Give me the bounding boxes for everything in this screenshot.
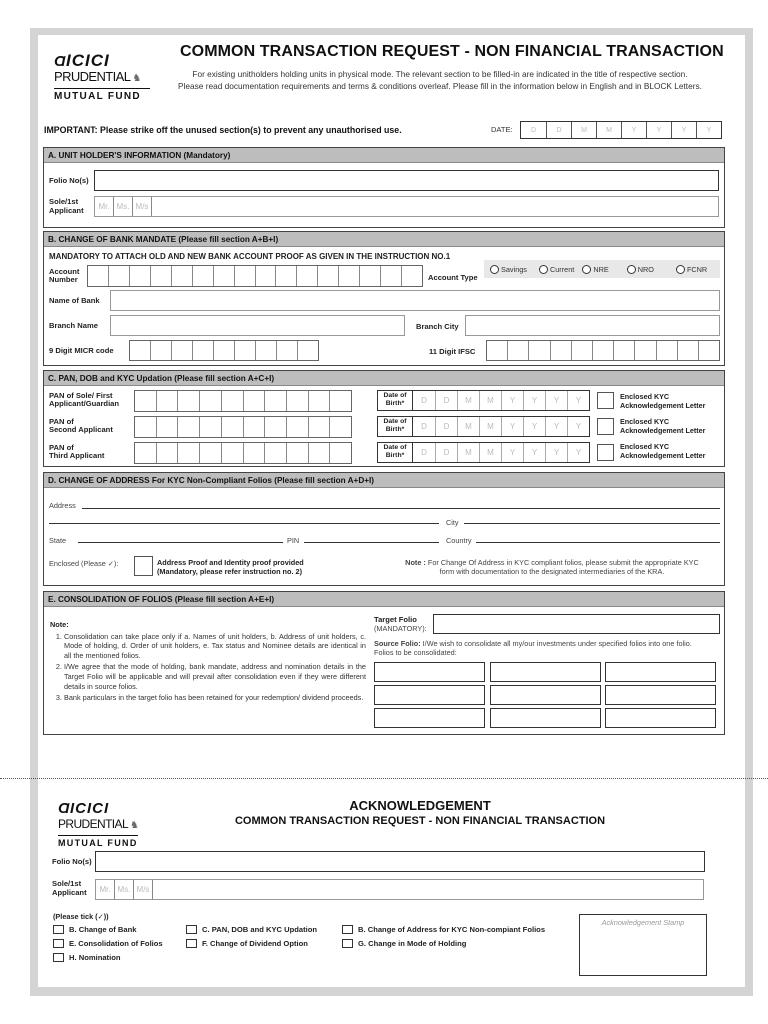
dob-cell[interactable]: M xyxy=(479,443,501,462)
address-proof-label xyxy=(157,558,304,576)
pan-cell[interactable] xyxy=(286,391,308,411)
radio-circle-icon[interactable] xyxy=(627,265,636,274)
salutation-ms[interactable]: Ms. xyxy=(114,880,133,899)
lion-icon: ♞ xyxy=(130,820,139,831)
ack-option-mode-of-holding[interactable] xyxy=(342,939,466,948)
account-number-cell[interactable] xyxy=(150,266,171,286)
acknowledgement-stamp-box xyxy=(579,914,707,976)
ack-option-dividend[interactable] xyxy=(186,939,308,948)
dob-cell[interactable]: M xyxy=(457,443,479,462)
salutation-ms[interactable]: Ms. xyxy=(113,197,132,216)
ifsc-cell[interactable] xyxy=(677,341,698,360)
dob-cell[interactable]: M xyxy=(479,417,501,436)
stamp-label: Acknowledgement Stamp xyxy=(601,918,685,927)
date-cell[interactable]: D xyxy=(530,126,537,134)
form-subtitle-line1: For existing unitholders holding units in physical mode. The relevant section to be filled-in are indicated in the title of respective section. xyxy=(192,69,688,79)
dob-cell[interactable]: M xyxy=(457,417,479,436)
ifsc-cell[interactable] xyxy=(507,341,528,360)
applicant-name-field[interactable] xyxy=(152,880,703,899)
account-number-input[interactable] xyxy=(87,265,423,287)
pan-label-1b: Applicant/Guardian xyxy=(49,399,120,408)
pan-cell[interactable] xyxy=(264,443,286,463)
ifsc-cell[interactable] xyxy=(528,341,549,360)
pan-cell[interactable] xyxy=(156,391,178,411)
pan-cell[interactable] xyxy=(221,417,243,437)
pan-cell[interactable] xyxy=(329,391,351,411)
ack-subtitle: COMMON TRANSACTION REQUEST - NON FINANCIAL TRANSACTION xyxy=(234,815,606,827)
radio-nro[interactable] xyxy=(627,265,654,274)
dob-label-line1: Date of xyxy=(383,418,407,425)
kyc-label-line2: Acknowledgement Letter xyxy=(620,450,706,460)
micr-cell[interactable] xyxy=(297,341,318,360)
radio-savings[interactable] xyxy=(490,265,527,274)
option-label: F. Change of Dividend Option xyxy=(202,939,308,948)
icici-prudential-logo xyxy=(54,52,150,102)
tear-off-line xyxy=(0,778,768,779)
applicant-name-input[interactable] xyxy=(94,196,719,217)
date-cell[interactable]: Y xyxy=(621,122,646,138)
pan-cell[interactable] xyxy=(156,417,178,437)
salutation-mr[interactable]: Mr. xyxy=(99,885,111,894)
kyc-letter-label-2 xyxy=(620,418,705,435)
pan-cell[interactable] xyxy=(199,443,221,463)
please-tick-label: (Please tick (✓)) xyxy=(53,912,109,921)
source-folio-input[interactable] xyxy=(605,685,716,705)
pan-cell[interactable] xyxy=(243,417,265,437)
section-c-heading: C. PAN, DOB and KYC Updation (Please fill section A+C+I) xyxy=(44,371,724,386)
ifsc-cell[interactable] xyxy=(550,341,571,360)
dob-cell[interactable]: Y xyxy=(523,417,545,436)
dob-cell[interactable]: Y xyxy=(545,391,567,410)
section-d-heading: D. CHANGE OF ADDRESS For KYC Non-Compliant Folios (Please fill section A+D+I) xyxy=(44,473,724,488)
dob-cell[interactable]: D xyxy=(421,422,427,431)
pan-cell[interactable] xyxy=(329,417,351,437)
pan-cell[interactable] xyxy=(264,391,286,411)
account-number-cell[interactable] xyxy=(108,266,129,286)
option-label: B. Change of Bank xyxy=(69,925,137,934)
ifsc-cell[interactable] xyxy=(634,341,655,360)
account-number-cell[interactable] xyxy=(359,266,380,286)
radio-circle-icon[interactable] xyxy=(539,265,548,274)
section-a-heading: A. UNIT HOLDER'S INFORMATION (Mandatory) xyxy=(44,148,724,163)
note-item: 2. I/We agree that the mode of holding, bank mandate, address and nomination details in the Target Folio will be applicable and will prevail after consolidation even if they were different details in source folios. xyxy=(64,662,366,691)
pan-label-3b: Third Applicant xyxy=(49,451,105,460)
option-label: H. Nomination xyxy=(69,953,121,962)
section-d-change-of-address xyxy=(43,472,725,586)
logo-icici-text: ICICI xyxy=(66,51,110,70)
ack-icici-prudential-logo xyxy=(58,800,138,849)
ack-folio-label: Folio No(s) xyxy=(52,857,92,866)
account-number-cell[interactable] xyxy=(317,266,338,286)
ack-title: ACKNOWLEDGEMENT xyxy=(349,798,491,813)
pan-cell[interactable] xyxy=(156,443,178,463)
micr-cell[interactable] xyxy=(150,341,171,360)
target-folio-label: Target Folio xyxy=(374,615,417,624)
ack-option-change-of-address[interactable] xyxy=(342,925,545,934)
dob-cell[interactable]: M xyxy=(479,391,501,410)
ifsc-label: 11 Digit IFSC xyxy=(429,347,476,356)
ifsc-input[interactable] xyxy=(486,340,720,361)
micr-cell[interactable] xyxy=(192,341,213,360)
pan-cell[interactable] xyxy=(135,443,156,463)
address-proof-checkbox[interactable] xyxy=(134,556,153,576)
logo-prudential-text: PRUDENTIAL xyxy=(54,69,131,84)
account-number-cell[interactable] xyxy=(192,266,213,286)
kyc-letter-label-3 xyxy=(620,443,705,460)
source-folio-input[interactable] xyxy=(490,685,601,705)
checkbox-icon[interactable] xyxy=(186,925,197,934)
icici-swirl-icon: Ɑ xyxy=(58,800,71,817)
date-cell[interactable]: M xyxy=(596,122,621,138)
source-folio-input[interactable] xyxy=(374,662,485,682)
account-number-cell[interactable] xyxy=(275,266,296,286)
dob-label-line2: Birth* xyxy=(385,426,405,433)
note-item: 1. Consolidation can take place only if a. Names of unit holders, b. Address of unit holders, c. Mode of holding, d. Order of unit holders, e. Tax status and Nominee details are identical in all the mentioned folios. xyxy=(64,632,366,661)
ack-applicant-label-1: Sole/1st xyxy=(52,879,82,888)
kyc-letter-checkbox-3[interactable] xyxy=(597,444,614,461)
logo-icici-text: ICICI xyxy=(70,800,110,817)
pan-cell[interactable] xyxy=(308,443,330,463)
pan-cell[interactable] xyxy=(286,417,308,437)
micr-cell[interactable] xyxy=(234,341,255,360)
kyc-letter-label-1 xyxy=(620,393,705,410)
target-folio-input[interactable] xyxy=(433,614,720,634)
radio-label: FCNR xyxy=(686,264,708,274)
pan-cell[interactable] xyxy=(221,443,243,463)
dob-cell[interactable]: D xyxy=(421,396,427,405)
form-title: COMMON TRANSACTION REQUEST - NON FINANCIAL TRANSACTION xyxy=(180,43,724,60)
folio-label: Folio No(s) xyxy=(49,176,89,185)
state-label: State xyxy=(49,536,67,545)
option-label: E. Consolidation of Folios xyxy=(69,939,163,948)
lion-icon: ♞ xyxy=(132,73,141,84)
pan-label-2b: Second Applicant xyxy=(49,425,113,434)
enclosed-label: Enclosed (Please ✓): xyxy=(49,559,119,568)
dob-cell[interactable]: D xyxy=(435,417,457,436)
source-folio-input[interactable] xyxy=(605,708,716,728)
country-input[interactable] xyxy=(476,542,720,543)
checkbox-icon[interactable] xyxy=(53,939,64,948)
ack-option-change-of-bank[interactable] xyxy=(53,925,137,934)
logo-prudential-text: PRUDENTIAL xyxy=(58,817,129,831)
pan-cell[interactable] xyxy=(135,391,156,411)
option-label: C. PAN, DOB and KYC Updation xyxy=(202,925,318,934)
bank-proof-mandatory-note: MANDATORY TO ATTACH OLD AND NEW BANK ACCOUNT PROOF AS GIVEN IN THE INSTRUCTION NO.1 xyxy=(49,252,451,261)
important-notice: IMPORTANT: Please strike off the unused section(s) to prevent any unauthorised use. xyxy=(44,125,402,135)
ifsc-cell[interactable] xyxy=(656,341,677,360)
pin-input[interactable] xyxy=(304,542,439,543)
ack-option-consolidation[interactable] xyxy=(53,939,163,948)
consolidation-notes xyxy=(50,620,366,705)
dob-label xyxy=(378,443,413,462)
ack-option-pan-dob-kyc[interactable] xyxy=(186,925,317,934)
pan-cell[interactable] xyxy=(177,443,199,463)
section-e-consolidation xyxy=(43,591,725,735)
salutation-ms-company[interactable]: M/s xyxy=(133,880,152,899)
account-number-cell[interactable] xyxy=(338,266,359,286)
kyc-letter-checkbox-1[interactable] xyxy=(597,392,614,409)
pan-cell[interactable] xyxy=(135,417,156,437)
date-cell[interactable]: Y xyxy=(671,122,696,138)
ifsc-cell[interactable] xyxy=(592,341,613,360)
radio-label: Savings xyxy=(501,264,527,274)
pin-label: PIN xyxy=(287,536,300,545)
dob-cell[interactable]: Y xyxy=(523,391,545,410)
checkbox-icon[interactable] xyxy=(342,939,353,948)
pan-cell[interactable] xyxy=(243,391,265,411)
logo-mutual-fund-text: MUTUAL FUND xyxy=(58,835,138,849)
date-cell[interactable]: D xyxy=(546,122,571,138)
salutation-ms-company[interactable]: M/s xyxy=(132,197,151,216)
form-subtitle-line2: Please read documentation requirements and terms & conditions overleaf. Please fill in the information below in English and in BLOCK Letters. xyxy=(178,81,702,91)
dob-first-applicant-input[interactable] xyxy=(377,390,590,411)
section-e-heading: E. CONSOLIDATION OF FOLIOS (Please fill section A+E+I) xyxy=(44,592,724,607)
pan-cell[interactable] xyxy=(199,391,221,411)
micr-cell[interactable] xyxy=(213,341,234,360)
branch-city-label: Branch City xyxy=(416,322,459,331)
date-label: DATE: xyxy=(491,125,513,134)
ack-option-nomination[interactable] xyxy=(53,953,120,962)
address-line-1-input[interactable] xyxy=(82,508,720,509)
ifsc-cell[interactable] xyxy=(571,341,592,360)
micr-cell[interactable] xyxy=(276,341,297,360)
dob-cell[interactable]: Y xyxy=(567,443,589,462)
account-number-cell[interactable] xyxy=(213,266,234,286)
dob-label-line1: Date of xyxy=(383,444,407,451)
pan-cell[interactable] xyxy=(308,417,330,437)
micr-label: 9 Digit MICR code xyxy=(49,346,114,355)
radio-circle-icon[interactable] xyxy=(490,265,499,274)
address-note xyxy=(384,558,720,576)
radio-nre[interactable] xyxy=(582,265,608,274)
ack-applicant-name-input[interactable] xyxy=(95,879,704,900)
kyc-label-line2: Acknowledgement Letter xyxy=(620,425,706,435)
pan-first-applicant-input[interactable] xyxy=(134,390,352,412)
address-line-2-input[interactable] xyxy=(49,523,439,524)
radio-label: NRO xyxy=(637,264,654,274)
account-number-cell[interactable] xyxy=(88,266,108,286)
pan-cell[interactable] xyxy=(199,417,221,437)
dob-cell[interactable]: M xyxy=(457,391,479,410)
radio-circle-icon[interactable] xyxy=(582,265,591,274)
dob-cell[interactable]: Y xyxy=(545,417,567,436)
pan-cell[interactable] xyxy=(308,391,330,411)
source-folio-input[interactable] xyxy=(490,662,601,682)
ifsc-cell[interactable] xyxy=(698,341,719,360)
note-line2: form with documentation to the designated intermediaries of the KRA. xyxy=(439,567,665,576)
pan-cell[interactable] xyxy=(177,417,199,437)
dob-label-line2: Birth* xyxy=(385,400,405,407)
country-label: Country xyxy=(446,536,472,545)
kyc-label-line2: Acknowledgement Letter xyxy=(620,400,706,410)
city-label: City xyxy=(446,518,459,527)
account-number-cell[interactable] xyxy=(171,266,192,286)
folio-input[interactable] xyxy=(94,170,719,191)
target-folio-mandatory: (MANDATORY): xyxy=(374,624,427,633)
account-number-label-2: Number xyxy=(49,275,78,284)
kyc-label-line1: Enclosed KYC xyxy=(620,392,670,401)
applicant-label-2: Applicant xyxy=(49,206,84,215)
account-number-cell[interactable] xyxy=(255,266,276,286)
micr-cell[interactable] xyxy=(255,341,276,360)
ifsc-cell[interactable] xyxy=(613,341,634,360)
account-number-cell[interactable] xyxy=(380,266,401,286)
checkbox-icon[interactable] xyxy=(186,939,197,948)
date-cell[interactable]: Y xyxy=(696,122,721,138)
checkbox-icon[interactable] xyxy=(53,953,64,962)
bank-name-label: Name of Bank xyxy=(49,296,100,305)
dob-label xyxy=(378,391,413,410)
applicant-label-1: Sole/1st xyxy=(49,197,79,206)
kyc-letter-checkbox-2[interactable] xyxy=(597,418,614,435)
dob-cell[interactable]: Y xyxy=(501,391,523,410)
date-cell[interactable]: Y xyxy=(646,122,671,138)
pan-cell[interactable] xyxy=(264,417,286,437)
kyc-label-line1: Enclosed KYC xyxy=(620,417,670,426)
dob-cell[interactable]: D xyxy=(435,443,457,462)
account-number-cell[interactable] xyxy=(234,266,255,286)
option-label: B. Change of Address for KYC Non-compiant Folios xyxy=(358,925,546,934)
salutation-mr[interactable]: Mr. xyxy=(98,202,110,211)
ifsc-cell[interactable] xyxy=(487,341,507,360)
account-number-label-1: Account xyxy=(49,267,80,276)
dob-label-line1: Date of xyxy=(383,392,407,399)
source-folio-input[interactable] xyxy=(374,685,485,705)
date-input[interactable] xyxy=(520,121,722,139)
section-b-bank-mandate xyxy=(43,231,725,366)
branch-name-label: Branch Name xyxy=(49,321,98,330)
radio-circle-icon[interactable] xyxy=(676,265,685,274)
note-bold: Note : xyxy=(405,558,426,567)
source-folio-input[interactable] xyxy=(605,662,716,682)
section-a-unit-holder xyxy=(43,147,725,228)
radio-label: Current xyxy=(549,264,575,274)
account-type-label: Account Type xyxy=(428,273,478,282)
source-folio-desc: I/We wish to consolidate all my/our investments under specified folios into one folio. xyxy=(420,639,692,648)
kyc-label-line1: Enclosed KYC xyxy=(620,442,670,451)
ack-folio-input[interactable] xyxy=(95,851,705,872)
micr-input[interactable] xyxy=(129,340,319,361)
proof-line2: (Mandatory, please refer instruction no. 2) xyxy=(157,567,303,576)
dob-third-applicant-input[interactable] xyxy=(377,442,590,463)
section-b-heading: B. CHANGE OF BANK MANDATE (Please fill section A+B+I) xyxy=(44,232,724,247)
dob-cell[interactable]: Y xyxy=(545,443,567,462)
section-c-pan-dob-kyc xyxy=(43,370,725,467)
source-folio-input[interactable] xyxy=(490,708,601,728)
radio-label: NRE xyxy=(593,264,609,274)
logo-mutual-fund-text: MUTUAL FUND xyxy=(54,88,150,102)
dob-label-line2: Birth* xyxy=(385,452,405,459)
ack-applicant-label-2: Applicant xyxy=(52,888,87,897)
pan-label-3a: PAN of xyxy=(49,443,74,452)
micr-cell[interactable] xyxy=(171,341,192,360)
dob-cell[interactable]: D xyxy=(421,448,427,457)
account-number-cell[interactable] xyxy=(129,266,150,286)
account-number-cell[interactable] xyxy=(401,266,422,286)
pan-third-applicant-input[interactable] xyxy=(134,442,352,464)
note-item: 3. Bank particulars in the target folio has been retained for your redemption/ dividend proceeds. xyxy=(64,693,366,703)
bank-name-input[interactable] xyxy=(110,290,720,311)
dob-cell[interactable]: D xyxy=(435,391,457,410)
checkbox-icon[interactable] xyxy=(53,925,64,934)
dob-second-applicant-input[interactable] xyxy=(377,416,590,437)
radio-current[interactable] xyxy=(539,265,574,274)
pan-cell[interactable] xyxy=(243,443,265,463)
source-folio-bold: Source Folio: xyxy=(374,639,421,648)
proof-line1: Address Proof and Identity proof provided xyxy=(157,558,304,567)
dob-cell[interactable]: Y xyxy=(567,417,589,436)
account-type-radio-group xyxy=(484,260,720,278)
applicant-name-field[interactable] xyxy=(151,197,718,216)
dob-label xyxy=(378,417,413,436)
branch-name-input[interactable] xyxy=(110,315,405,336)
micr-cell[interactable] xyxy=(130,341,150,360)
dob-cell[interactable]: Y xyxy=(501,443,523,462)
checkbox-icon[interactable] xyxy=(342,925,353,934)
pan-cell[interactable] xyxy=(177,391,199,411)
dob-cell[interactable]: Y xyxy=(567,391,589,410)
pan-second-applicant-input[interactable] xyxy=(134,416,352,438)
source-folio-input[interactable] xyxy=(374,708,485,728)
pan-cell[interactable] xyxy=(286,443,308,463)
branch-city-input[interactable] xyxy=(465,315,720,336)
radio-fcnr[interactable] xyxy=(676,265,707,274)
option-label: G. Change in Mode of Holding xyxy=(358,939,467,948)
dob-cell[interactable]: Y xyxy=(501,417,523,436)
icici-swirl-icon: Ɑ xyxy=(54,53,67,70)
address-label: Address xyxy=(49,501,76,510)
state-input[interactable] xyxy=(78,542,283,543)
account-number-cell[interactable] xyxy=(296,266,317,286)
note-line1: For Change Of Address in KYC compliant folios, please submit the appropriate KYC xyxy=(425,558,699,567)
pan-cell[interactable] xyxy=(221,391,243,411)
source-folio-line2: Folios to be consolidated: xyxy=(374,648,457,657)
city-input[interactable] xyxy=(464,523,720,524)
source-folio-text xyxy=(374,639,724,657)
pan-cell[interactable] xyxy=(329,443,351,463)
pan-label-1a: PAN of Sole/ First xyxy=(49,391,113,400)
notes-heading: Note: xyxy=(50,620,69,629)
date-cell[interactable]: M xyxy=(571,122,596,138)
dob-cell[interactable]: Y xyxy=(523,443,545,462)
pan-label-2a: PAN of xyxy=(49,417,74,426)
